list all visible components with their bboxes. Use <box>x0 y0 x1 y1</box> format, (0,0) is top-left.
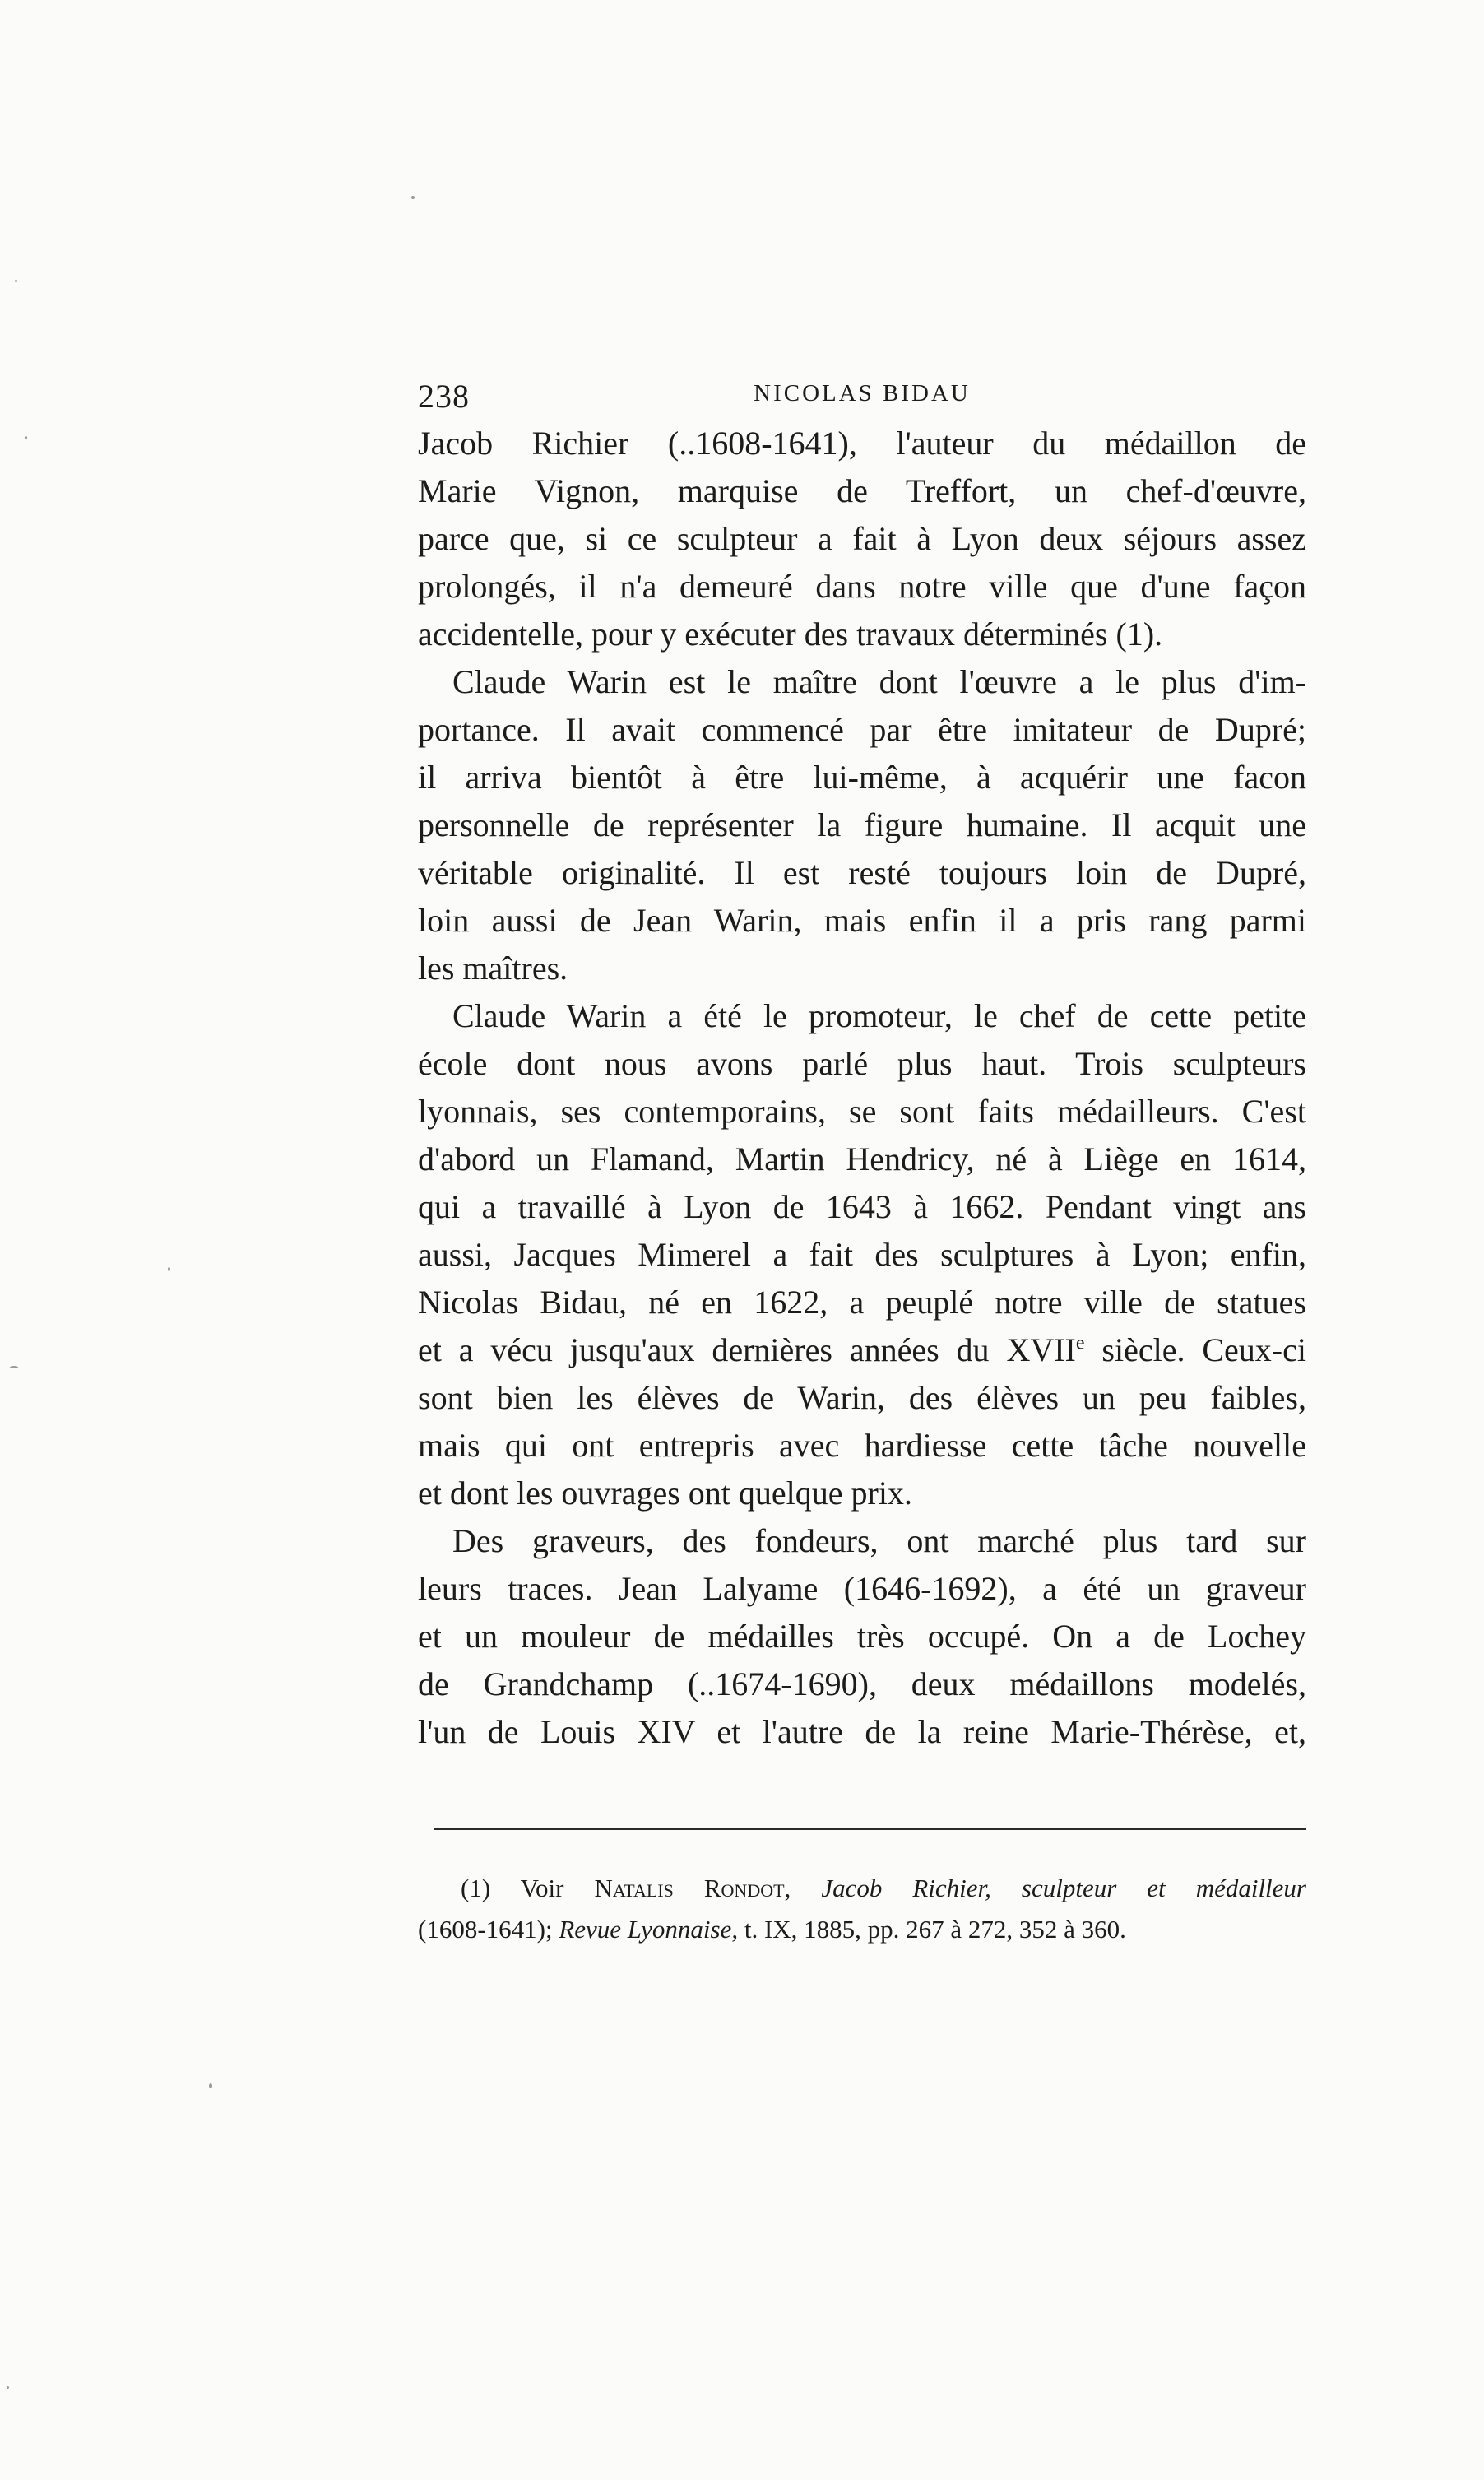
text-line: et dont les ouvrages ont quelque prix. <box>418 1475 912 1512</box>
footnote-journal: Revue Lyonnaise, <box>559 1915 739 1944</box>
text-line: d'abord un Flamand, Martin Hendricy, né à Liège en 1614, <box>418 1140 1306 1177</box>
horizontal-rule <box>434 1828 1306 1830</box>
footnote-line <box>418 1868 1306 1909</box>
text-fragment: siècle. Ceux-ci <box>1084 1331 1306 1368</box>
footnote <box>418 1868 1306 1950</box>
running-title: NICOLAS BIDAU <box>754 380 971 406</box>
text-line: personnelle de représenter la figure humaine. Il acquit une <box>418 806 1306 843</box>
footnote-marker: (1) Voir <box>461 1874 564 1902</box>
text-line: Claude Warin a été le promoteur, le chef de cette petite <box>452 997 1306 1034</box>
footnote-work-title: Jacob Richier, sculpteur et médailleur <box>821 1874 1306 1902</box>
text-line: école dont nous avons parlé plus haut. Trois sculpteurs <box>418 1045 1306 1082</box>
text-line: véritable originalité. Il est resté toujours loin de Dupré, <box>418 854 1306 891</box>
footnote-separator <box>418 1756 1306 1846</box>
book-page <box>418 362 1306 1950</box>
text-line: il arriva bientôt à être lui-même, à acquérir une facon <box>418 759 1306 796</box>
scan-speck <box>209 2083 212 2088</box>
text-line: de Grandchamp (..1674-1690), deux médaillons modelés, <box>418 1665 1306 1702</box>
text-line: leurs traces. Jean Lalyame (1646-1692), a été un graveur <box>418 1570 1306 1607</box>
text-line: parce que, si ce sculpteur a fait à Lyon deux séjours assez <box>418 520 1306 557</box>
text-line: Nicolas Bidau, né en 1622, a peuplé notre ville de statues <box>418 1284 1306 1321</box>
running-head <box>418 362 1306 420</box>
text-fragment: et a vécu jusqu'aux dernières années du XVII <box>418 1331 1076 1368</box>
text-line: et un mouleur de médailles très occupé. On a de Lochey <box>418 1618 1306 1655</box>
page-number: 238 <box>418 378 470 415</box>
footnote-dates: (1608-1641); <box>418 1915 553 1944</box>
text-line: qui a travaillé à Lyon de 1643 à 1662. Pendant vingt ans <box>418 1188 1306 1225</box>
superscript: e <box>1075 1332 1085 1354</box>
scan-speck <box>168 1267 170 1271</box>
text-line: accidentelle, pour y exécuter des travaux déterminés (1). <box>418 615 1163 653</box>
text-line: mais qui ont entrepris avec hardiesse cette tâche nouvelle <box>418 1427 1306 1464</box>
scan-speck <box>10 1366 18 1368</box>
text-line: l'un de Louis XIV et l'autre de la reine Marie-Thérèse, et, <box>418 1713 1306 1750</box>
text-line <box>418 1326 1306 1374</box>
footnote-author: Natalis Rondot, <box>594 1874 791 1902</box>
text-line: sont bien les élèves de Warin, des élèves un peu faibles, <box>418 1379 1306 1416</box>
scan-speck <box>15 280 17 282</box>
text-line: prolongés, il n'a demeuré dans notre ville que d'une façon <box>418 568 1306 605</box>
text-line: Des graveurs, des fondeurs, ont marché plus tard sur <box>452 1522 1306 1559</box>
paragraph-1 <box>418 420 1306 658</box>
footnote-reference: t. IX, 1885, pp. 267 à 272, 352 à 360. <box>744 1915 1126 1944</box>
paragraph-3 <box>418 992 1306 1517</box>
scan-speck <box>411 196 415 199</box>
scan-speck <box>7 2386 9 2389</box>
text-line: Claude Warin est le maître dont l'œuvre a le plus d'im- <box>452 663 1306 700</box>
text-line: Marie Vignon, marquise de Treffort, un chef-d'œuvre, <box>418 472 1306 509</box>
scan-speck <box>25 436 27 439</box>
paragraph-4 <box>418 1517 1306 1756</box>
paragraph-2 <box>418 658 1306 992</box>
text-line: aussi, Jacques Mimerel a fait des sculptures à Lyon; enfin, <box>418 1236 1306 1273</box>
footnote-line <box>418 1909 1306 1950</box>
text-line: les maîtres. <box>418 950 568 987</box>
text-line: loin aussi de Jean Warin, mais enfin il a pris rang parmi <box>418 902 1306 939</box>
text-line: lyonnais, ses contemporains, se sont faits médailleurs. C'est <box>418 1093 1306 1130</box>
text-line: portance. Il avait commencé par être imitateur de Dupré; <box>418 711 1306 748</box>
body-text <box>418 420 1306 1756</box>
text-line: Jacob Richier (..1608-1641), l'auteur du médaillon de <box>418 425 1306 462</box>
